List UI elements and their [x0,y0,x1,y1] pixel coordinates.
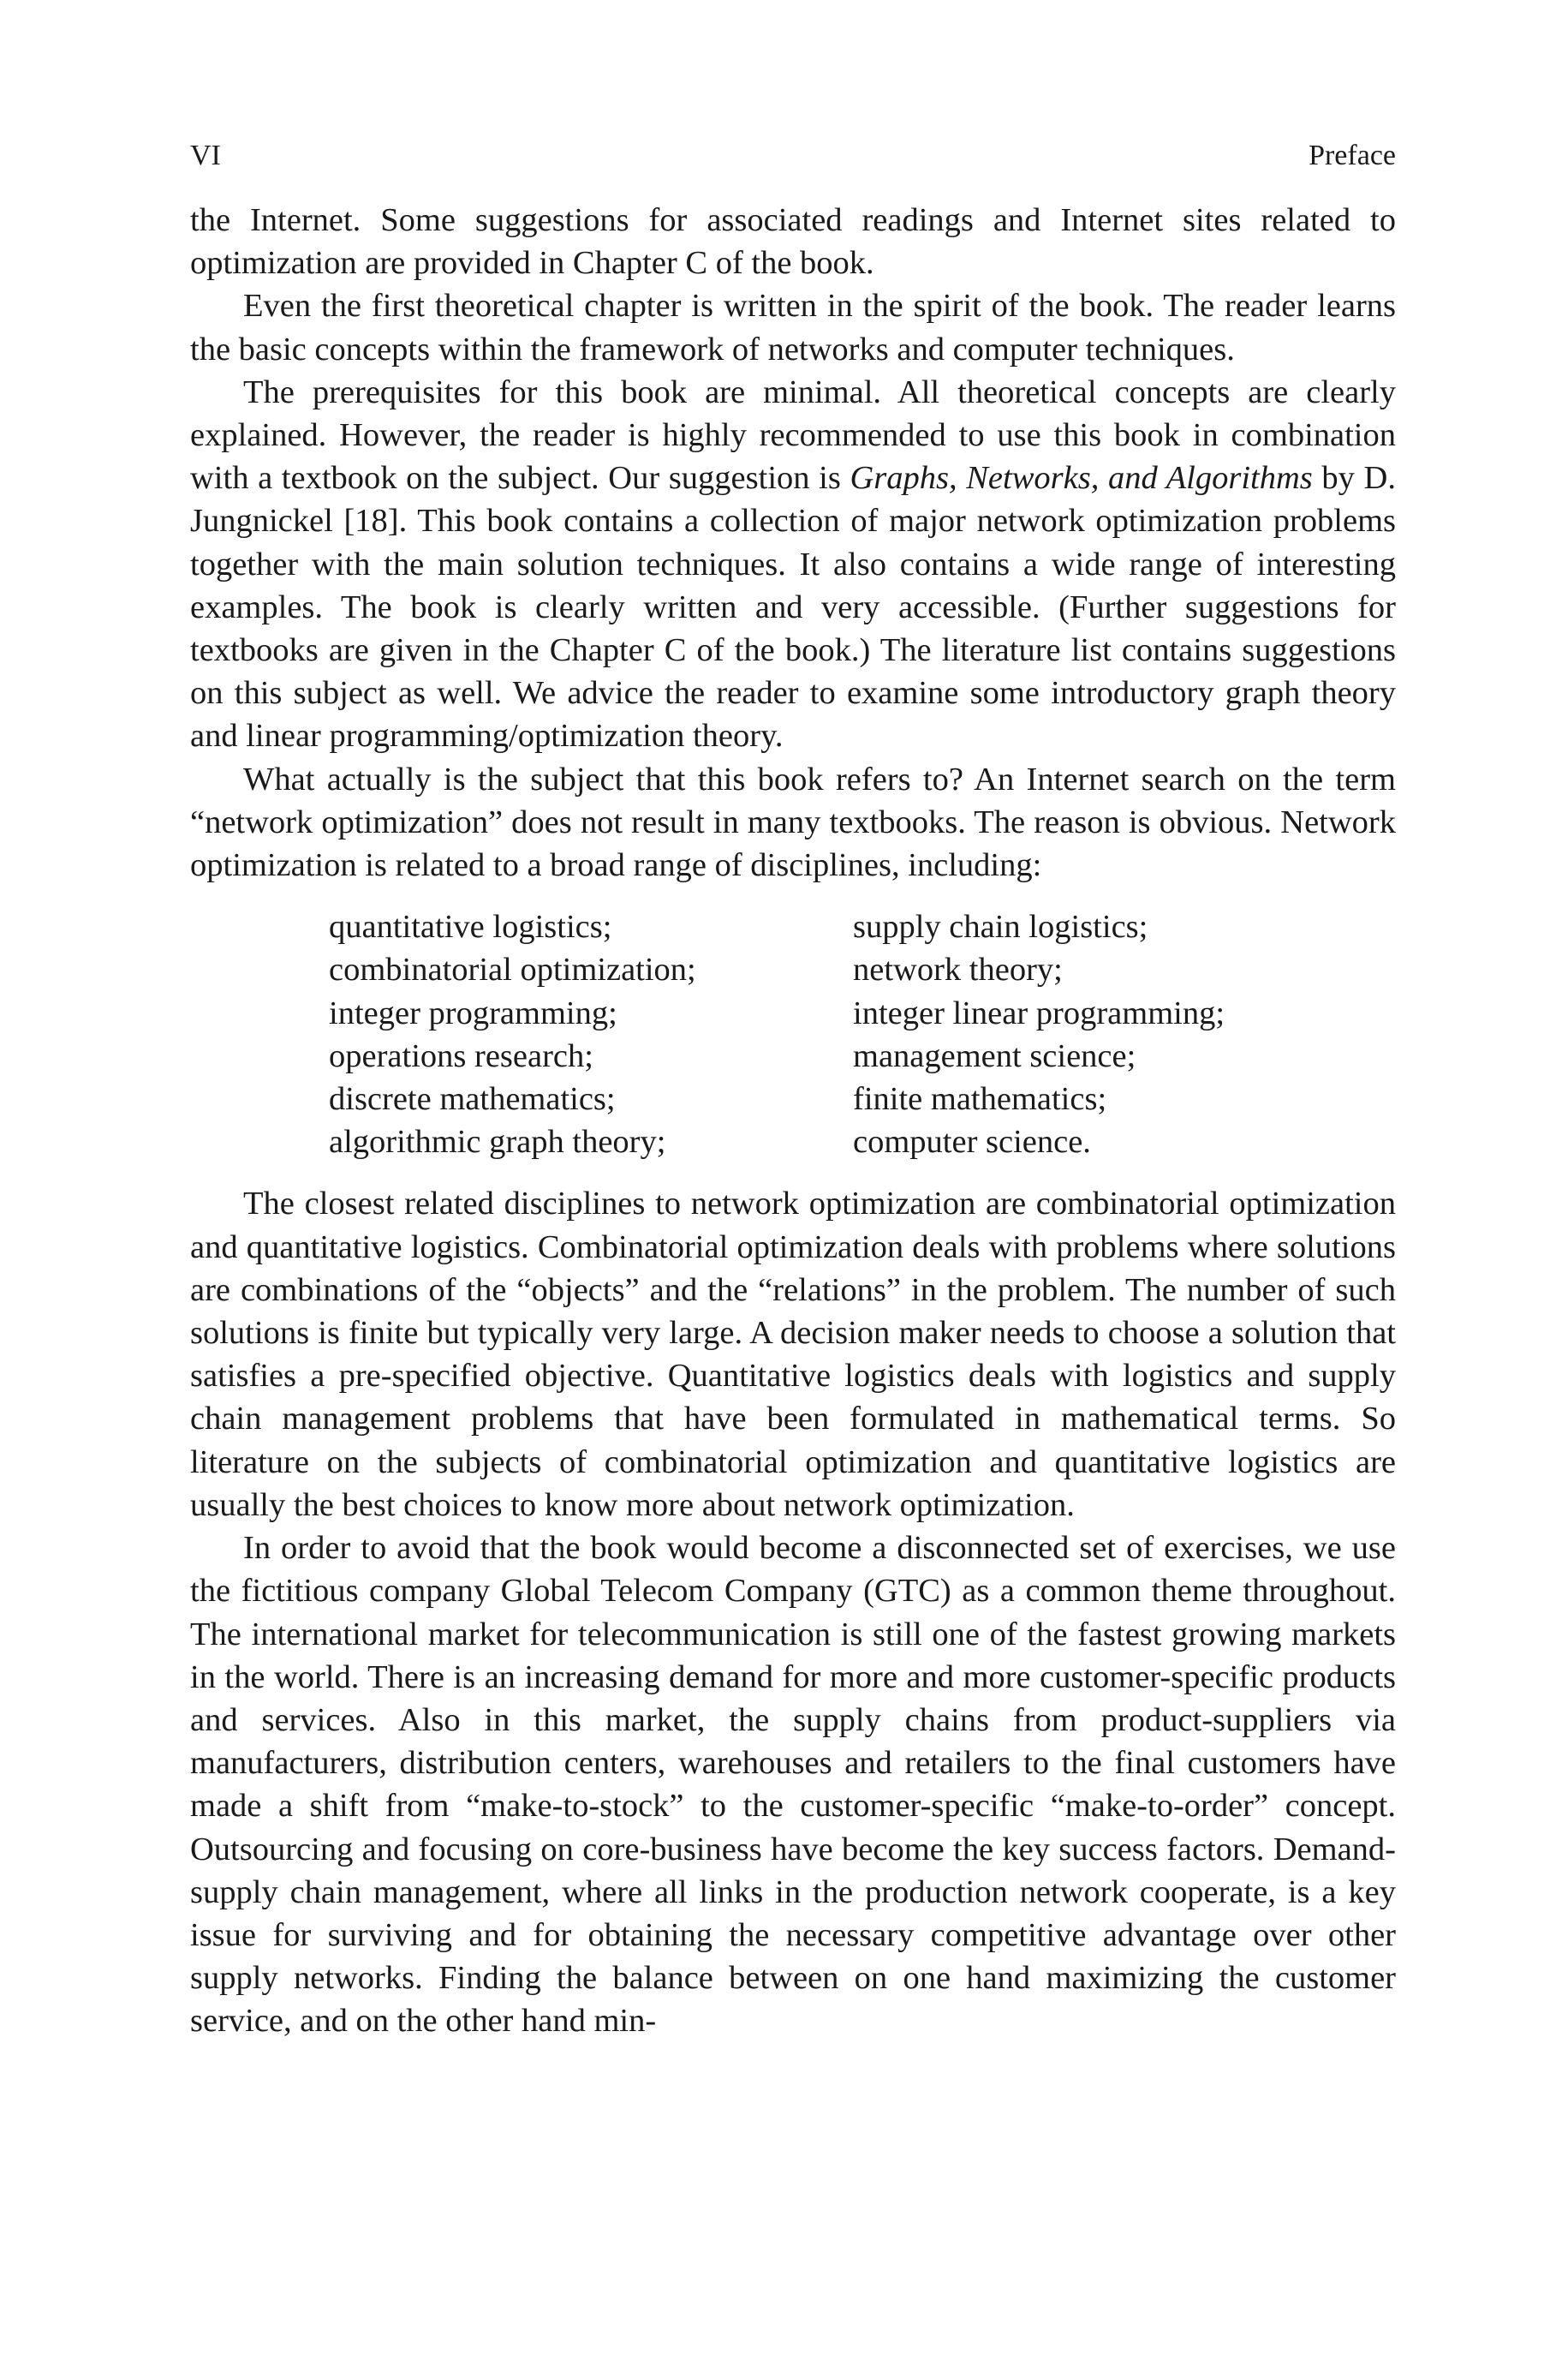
paragraph-3-after: by D. Jungnickel [18]. This book contains a collection of major network optimization problems together with the main solution techniques. It also contains a wide range of interesting examples. The book is clearly written and very accessible. (Further suggestions for textbooks are given in the Chapter C of the book.) The literature list contains suggestions on this subject as well. We advice the reader to examine some introductory graph theory and linear programming/optimization theory. [190,460,1396,755]
paragraph-4: What actually is the subject that this book refers to? An Internet search on the term “network optimization” does not result in many textbooks. The reason is obvious. Network optimization is related to a broad range of disciplines, including: [190,761,1396,884]
book-title-reference: Graphs, Networks, and Algorithms [850,460,1313,497]
disciplines-list [329,905,1396,1163]
paragraph-3-before: The prerequisites for this book are minimal. All theoretical concepts are clearly explained. However, the reader is highly recommended to use this book in combination with a textbook on the subject. Our suggestion is [190,373,1396,497]
discipline-item: management science; [853,1037,1136,1074]
discipline-item: finite mathematics; [853,1081,1107,1118]
discipline-item: supply chain logistics; [853,909,1148,946]
discipline-item: discrete mathematics; [329,1081,616,1118]
paragraph-5: The closest related disciplines to network optimization are combinatorial optimization and quantitative logistics. Combinatorial optimization deals with problems where solutions are combinations of the “objects” and the “relations” in the problem. The number of such solutions is finite but typically very large. A decision maker needs to choose a solution that satisfies a pre-specified objective. Quantitative logistics deals with logistics and supply chain management problems that have been formulated in mathematical terms. So literature on the subjects of combinatorial optimization and quantitative logistics are usually the best choices to know more about network optimization. [190,1186,1396,1523]
paragraph-2: Even the first theoretical chapter is written in the spirit of the book. The reader learns the basic concepts within the framework of networks and computer techniques. [190,288,1396,367]
running-head [190,137,1396,175]
paragraph-1: the Internet. Some suggestions for associated readings and Internet sites related to optimization are provided in Chapter C of the book. [190,202,1396,282]
body-text [190,199,1396,2043]
discipline-item: integer programming; [329,995,617,1031]
discipline-item: integer linear programming; [853,995,1225,1031]
discipline-item: combinatorial optimization; [329,952,696,989]
paragraph-6: In order to avoid that the book would become a disconnected set of exercises, we use the fictitious company Global Telecom Company (GTC) as a common theme throughout. The international market for telecommunication is still one of the fastest growing markets in the world. There is an increasing demand for more and more customer-specific products and services. Also in this market, the supply chains from product-suppliers via manufacturers, distribution centers, warehouses and retailers to the final customers have made a shift from “make-to-stock” to the customer-specific “make-to-order” concept. Outsourcing and focusing on core-business have become the key success factors. Demand-supply chain management, where all links in the production network cooperate, is a key issue for surviving and for obtaining the necessary competitive advantage over other supply networks. Finding the balance between on one hand maximizing the customer service, and on the other hand min- [190,1530,1396,2040]
section-title: Preface [1309,140,1396,171]
discipline-item: algorithmic graph theory; [329,1124,666,1161]
book-page [190,137,1396,2043]
paragraph-3 [190,371,1396,758]
discipline-item: network theory; [853,952,1063,989]
discipline-item: quantitative logistics; [329,909,612,946]
discipline-item: computer science. [853,1124,1091,1161]
page-number: VI [190,140,221,171]
discipline-item: operations research; [329,1037,593,1074]
